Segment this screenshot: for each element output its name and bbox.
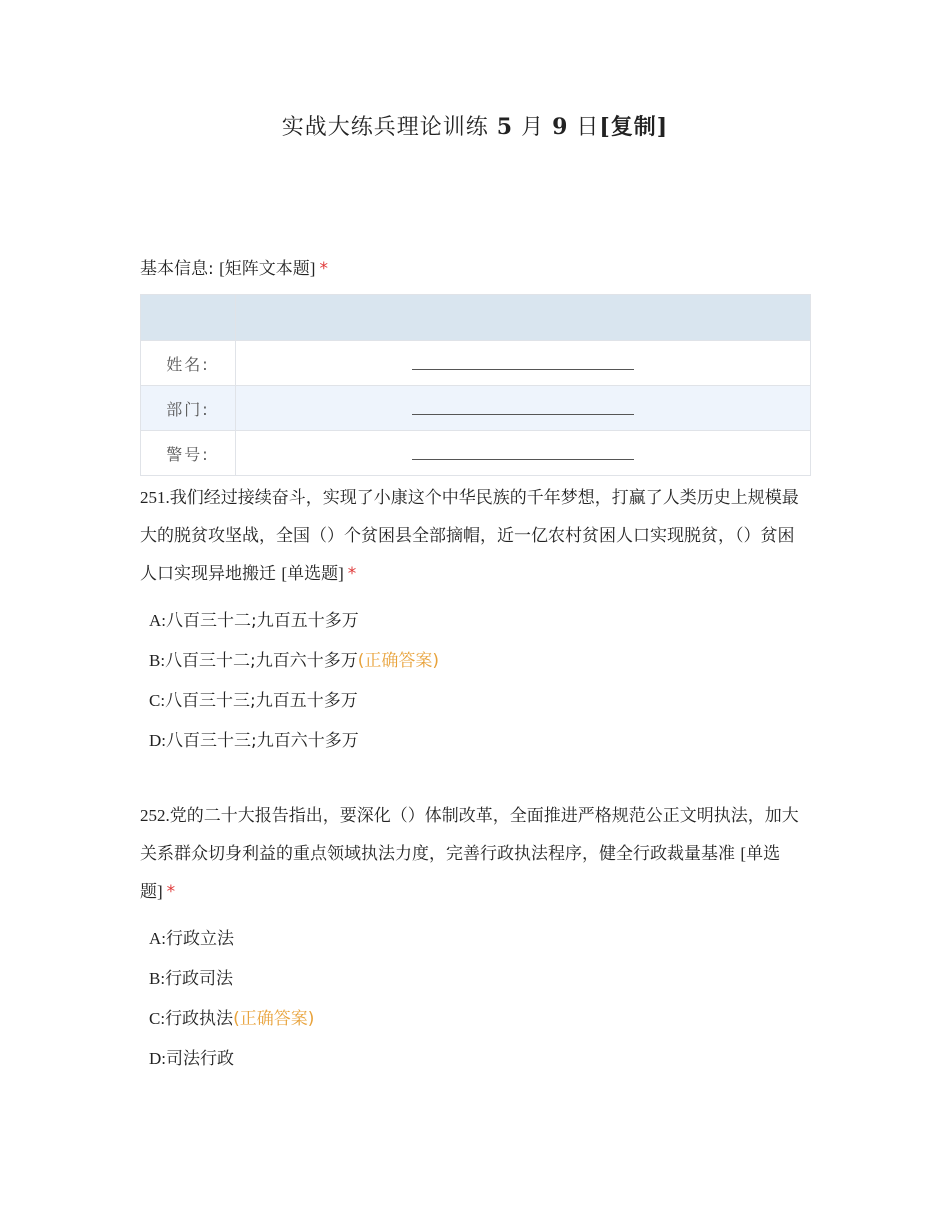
basic-info-type: [矩阵文本题] <box>219 259 316 278</box>
option-letter: C: <box>149 1009 166 1028</box>
option-letter: B: <box>149 969 166 988</box>
question-number: 252. <box>140 806 170 825</box>
option-c[interactable] <box>140 999 811 1039</box>
name-blank-line[interactable] <box>412 359 634 370</box>
option-text: 司法行政 <box>166 1049 234 1069</box>
question-type: [单选题] <box>140 844 781 901</box>
option-text: 八百三十二;九百六十多万 <box>165 651 358 671</box>
correct-answer-label: (正确答案) <box>357 651 440 671</box>
page-title <box>0 110 950 141</box>
option-b[interactable] <box>140 959 811 999</box>
name-input-cell[interactable] <box>236 341 811 386</box>
question-body: 党的二十大报告指出，要深化（）体制改革，全面推进严格规范公正文明执法，加大关系群众切身利益的重点领域执法力度，完善行政执法程序，健全行政裁量基准 <box>140 806 799 864</box>
option-letter: B: <box>149 651 166 670</box>
option-letter: D: <box>149 1049 166 1068</box>
option-d[interactable] <box>140 1039 811 1079</box>
badge-number-blank-line[interactable] <box>412 449 634 460</box>
option-text: 八百三十三;九百六十多万 <box>166 731 359 751</box>
matrix-row-label: 部门: <box>141 386 236 431</box>
question-type: [单选题] <box>281 564 344 583</box>
department-input-cell[interactable] <box>236 386 811 431</box>
option-list <box>140 601 811 761</box>
option-text: 八百三十三;九百五十多万 <box>165 691 358 711</box>
option-list <box>140 919 811 1079</box>
department-blank-line[interactable] <box>412 404 634 415</box>
required-mark: * <box>319 259 328 279</box>
matrix-row-name <box>141 341 811 386</box>
question-body: 我们经过接续奋斗，实现了小康这个中华民族的千年梦想，打赢了人类历史上规模最大的脱贫攻坚战，全国（）个贫困县全部摘帽，近一亿农村贫困人口实现脱贫，（）贫困人口实现异地搬迁 <box>140 488 799 584</box>
option-text: 行政执法 <box>165 1009 234 1029</box>
option-a[interactable] <box>140 601 811 641</box>
question-252 <box>140 797 811 1079</box>
option-letter: C: <box>149 691 166 710</box>
required-mark: * <box>347 564 357 584</box>
matrix-header-row <box>141 295 811 341</box>
option-letter: D: <box>149 731 166 750</box>
matrix-header-cell <box>236 295 811 341</box>
question-text <box>140 479 811 593</box>
option-a[interactable] <box>140 919 811 959</box>
title-day-number: 9 <box>552 114 569 140</box>
matrix-row-department <box>141 386 811 431</box>
title-month-char: 月 <box>513 115 553 140</box>
option-c[interactable] <box>140 681 811 721</box>
matrix-header-cell <box>141 295 236 341</box>
option-text: 八百三十二;九百五十多万 <box>166 611 359 631</box>
question-text <box>140 797 811 911</box>
option-d[interactable] <box>140 721 811 761</box>
badge-number-input-cell[interactable] <box>236 431 811 476</box>
basic-info-label: 基本信息: <box>140 259 214 279</box>
option-letter: A: <box>149 611 166 630</box>
required-mark: * <box>166 882 176 902</box>
title-month-number: 5 <box>496 114 514 140</box>
title-day-char: 日 <box>568 115 600 140</box>
option-letter: A: <box>149 929 166 948</box>
matrix-row-label: 姓名: <box>141 341 236 386</box>
matrix-row-badge-number <box>141 431 811 476</box>
question-number: 251. <box>140 488 170 507</box>
basic-info-title <box>140 250 811 288</box>
title-part1: 实战大练兵理论训练 <box>281 115 497 140</box>
option-b[interactable] <box>140 641 811 681</box>
option-text: 行政立法 <box>166 929 234 949</box>
basic-info-section <box>140 250 811 476</box>
correct-answer-label: (正确答案) <box>233 1009 315 1029</box>
option-text: 行政司法 <box>165 969 234 989</box>
matrix-row-label: 警号: <box>141 431 236 476</box>
title-suffix: [复制] <box>599 114 669 140</box>
question-251 <box>140 479 811 761</box>
basic-info-matrix <box>140 294 811 476</box>
